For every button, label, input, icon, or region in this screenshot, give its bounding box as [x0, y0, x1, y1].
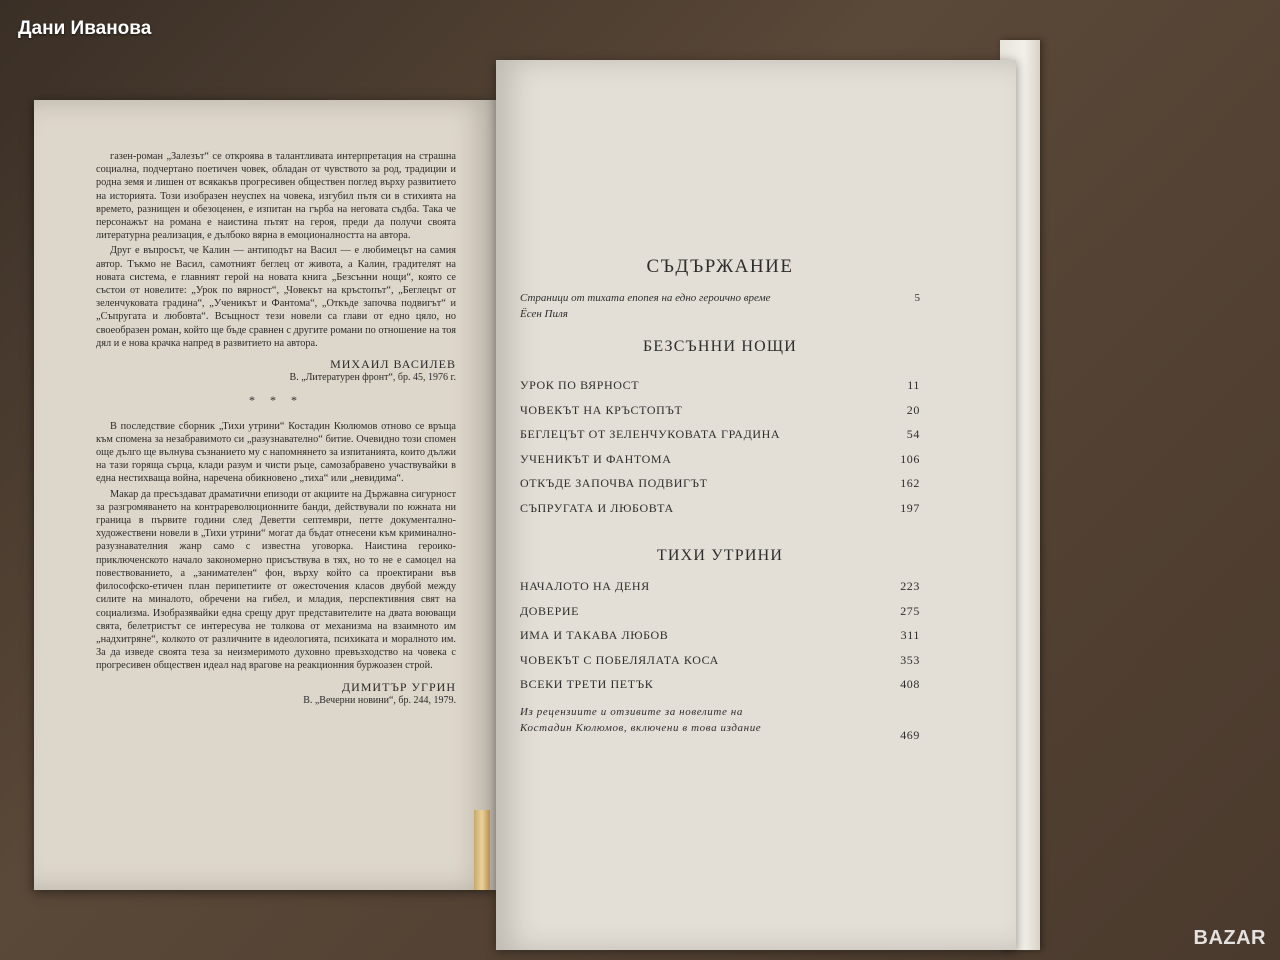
- signature-source: В. „Вечерни новини“, бр. 244, 1979.: [303, 694, 456, 706]
- toc-entry-page: 54: [906, 427, 920, 441]
- toc-entry-page: 197: [900, 500, 920, 515]
- spine-wear: [474, 810, 490, 890]
- toc-entry-page: 408: [900, 677, 920, 691]
- toc-intro-text: Страници от тихата епопея на едно героично време: [520, 292, 771, 304]
- toc-entry-title: ОТКЪДЕ ЗАПОЧВА ПОДВИГЪТ: [520, 476, 708, 490]
- toc-entry-page: 311: [900, 628, 920, 642]
- toc-entry-page: 11: [907, 378, 920, 392]
- toc-entry-title: ЧОВЕКЪТ С ПОБЕЛЯЛАТА КОСА: [520, 652, 719, 667]
- toc-entry-title: ВСЕКИ ТРЕТИ ПЕТЪК: [520, 677, 654, 691]
- signature-source: В. „Литературен фронт“, бр. 45, 1976 г.: [289, 372, 456, 384]
- toc-entry: [520, 427, 920, 452]
- signature-name: МИХАИЛ ВАСИЛЕВ: [330, 357, 456, 372]
- toc-entry: [520, 628, 920, 653]
- toc-intro-author: Ёсен Пиля: [520, 308, 568, 320]
- toc-entry-page: 275: [900, 603, 920, 618]
- toc-entry: [520, 476, 920, 501]
- toc-entry-title: УРОК ПО ВЯРНОСТ: [520, 378, 640, 392]
- signature-name: ДИМИТЪР УГРИН: [341, 679, 456, 694]
- section-title: БЕЗСЪННИ НОЩИ: [643, 338, 797, 355]
- paragraph: газен-роман „Залезът“ се откроява в талантливата интерпретация на страшна социална, подчертано поетичен човек, обладан от чувството за род, традиции и родна земя и лишен от всякакъв прогресивен обществен поглед върху развитието на историята. Този изобразен неуспех на човека, изгубил пътя си в стихията на времето, разнищен и обезоценен, е изпитан на гърба на неговата съдба. Така че персонажът на романа е наистина пътят на героя, преди да получи своята литературна реализация, е дълбоко вярна в емоционалността на автора.: [96, 151, 456, 242]
- toc-entry-page: 162: [900, 476, 920, 490]
- toc-entry: [520, 403, 920, 428]
- separator-stars: * * *: [249, 393, 303, 408]
- paragraph: Макар да пресъздават драматични епизоди от акциите на Държавна сигурност за разгромяването на контрареволюционните банди, действували по южната ни граница в първите години след Деветти септември, петте документално-художествени новели в „Тихи утрини“ могат да бъдат отнесени към криминално-разузнавателния жанр само с известна уговорка. Наистина героико-приключенското начало закономерно присъствува в тях, но то не е самоцел на повествованието, а „занимателен“ фон, върху който са проектирани във философско-етичен план перипетиите от ожесточения класов двубой между силите на миналото, обречени на гибел, и младия, перспективния свят на социализма. Изобразявайки една срещу друг представителите на двата воюващи свята, белетристът се интересува не толкова от механизма на взаимното им „надхитряне“, колкото от различните в идеологията, психиката и моралното им. За да изведе своята теза за неизмеримото духовно превъзходство на човека с прогресивен обществен идеал над врагове на реакционния буржоазен строй.: [96, 488, 456, 672]
- paragraph: Друг е въпросът, че Калин — антиподът на Васил — е любимецът на самия автор. Тъкмо не Васил, самотният беглец от живота, а Калин, градителят на новата система, е главният герой на новата книга „Безсънни нощи“, която се състои от новелите: „Урок по вярност“, „Човекът на кръстопът“, „Беглецът от зеленчуковата градина“, „Ученикът и Фантома“, „Откъде започва подвигът“ и „Съпругата и любовта“. Всъщност тези новели са глави от едно цяло, но своеобразен роман, който ще бъде сравнен с другите романи по отношение на тоя дял и е нова крачка напред в развитието на автора.: [96, 245, 456, 349]
- toc-entry-title: БЕГЛЕЦЪТ ОТ ЗЕЛЕНЧУКОВАТА ГРАДИНА: [520, 427, 781, 441]
- toc-entry-title: УЧЕНИКЪТ И ФАНТОМА: [520, 451, 672, 466]
- toc-entry-title: ИМА И ТАКАВА ЛЮБОВ: [520, 628, 669, 642]
- toc-entry-title: ЧОВЕКЪТ НА КРЪСТОПЪТ: [520, 402, 683, 417]
- brand-logo: BAZAR: [1193, 927, 1266, 949]
- toc-entry-title: СЪПРУГАТА И ЛЮБОВТА: [520, 500, 674, 515]
- toc-intro-page: 5: [914, 292, 920, 304]
- toc-note-page: 469: [900, 727, 920, 742]
- section-title: ТИХИ УТРИНИ: [656, 547, 784, 564]
- toc-entry-page: 353: [900, 652, 920, 667]
- toc-entry-page: 20: [906, 402, 920, 417]
- toc-note-entry: [520, 702, 920, 743]
- toc-entry: [520, 579, 920, 604]
- review-text: [96, 150, 456, 713]
- toc-entry: [520, 677, 920, 702]
- toc-note: Из рецензиите и отзивите за новелите на Костадин Кюлюмов, включени в това издание: [520, 705, 762, 734]
- toc-entry-title: НАЧАЛОТО НА ДЕНЯ: [520, 579, 650, 593]
- toc-entry-page: 223: [900, 579, 920, 593]
- toc-entry-title: ДОВЕРИЕ: [520, 603, 580, 618]
- watermark: Дани Иванова: [18, 18, 152, 39]
- paragraph: В последствие сборник „Тихи утрини“ Костадин Кюлюмов отново се връща към спомена за незабравимото си „разузнавателно“ битие. Очевидно този спомен още дълго ще вълнува съзнанието му с напомнянето за изпитанията, които дължи на тази горяща сърца, клади разум и чисти ръце, самозабравено участвувайки в една нестихваща война, наречена обикновено „тиха“ или „невидима“.: [96, 420, 456, 485]
- toc-entry: [520, 653, 920, 678]
- table-of-contents: [520, 256, 920, 743]
- toc-entry: [520, 501, 920, 526]
- toc-entry: [520, 378, 920, 403]
- toc-entry: [520, 604, 920, 629]
- toc-intro: [520, 292, 920, 320]
- toc-title: СЪДЪРЖАНИЕ: [646, 256, 794, 277]
- toc-entry: [520, 452, 920, 477]
- toc-entry-page: 106: [900, 451, 920, 466]
